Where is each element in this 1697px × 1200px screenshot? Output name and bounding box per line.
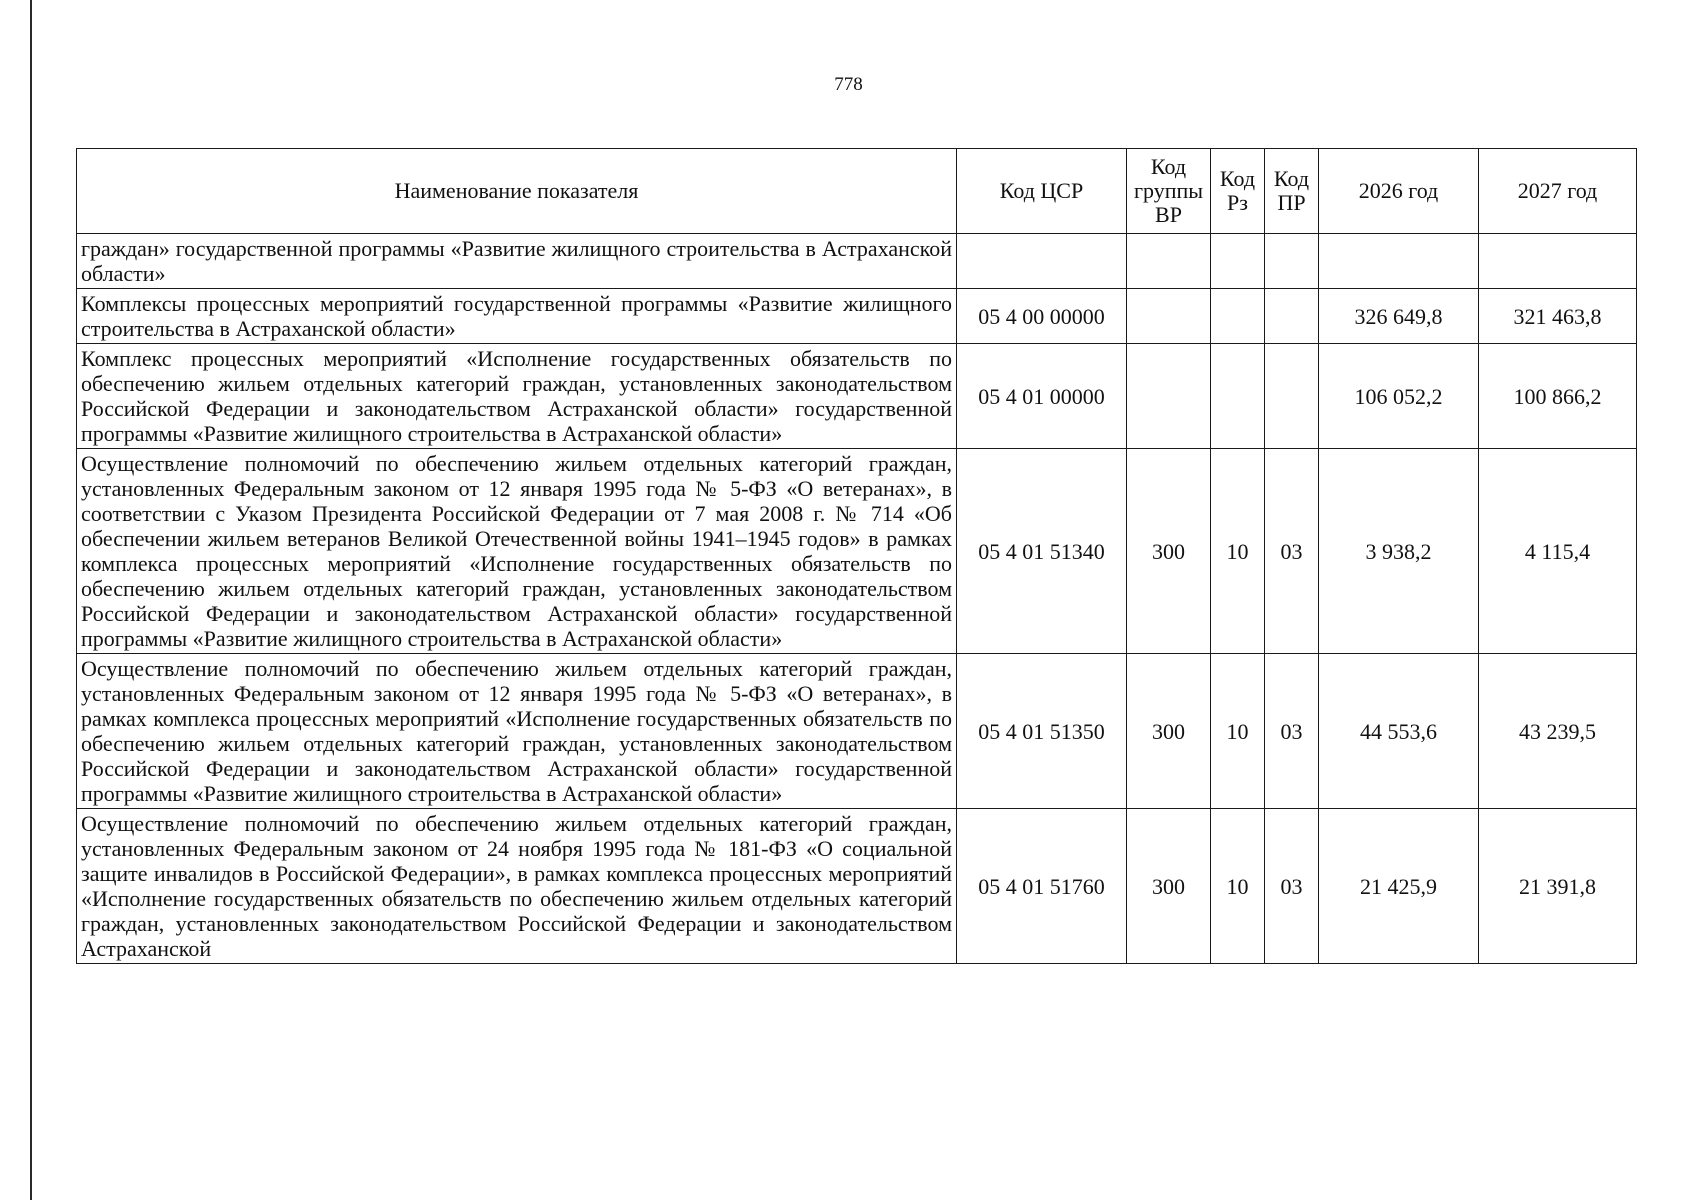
header-csr: Код ЦСР <box>957 149 1127 234</box>
row-csr: 05 4 00 00000 <box>957 289 1127 344</box>
row-name: Осуществление полномочий по обеспечению жильем отдельных категорий граждан, установленных Федеральным законом от 12 января 1995 года № 5-ФЗ «О ветеранах», в рамках комплекса процессных мероприятий «Исполнение государственных обязательств по обеспечению жильем отдельных категорий граждан, установленных законодательством Российской Федерации и законодательством Астраханской области» государственной программы «Развитие жилищного строительства в Астраханской области» <box>77 654 957 809</box>
table-row <box>77 234 1637 289</box>
row-2027: 43 239,5 <box>1479 654 1637 809</box>
row-2027: 21 391,8 <box>1479 809 1637 964</box>
row-rz <box>1211 344 1265 449</box>
row-rz: 10 <box>1211 809 1265 964</box>
row-rz: 10 <box>1211 654 1265 809</box>
row-name: Комплексы процессных мероприятий государственной программы «Развитие жилищного строительства в Астраханской области» <box>77 289 957 344</box>
row-name: Осуществление полномочий по обеспечению жильем отдельных категорий граждан, установленных Федеральным законом от 12 января 1995 года № 5-ФЗ «О ветеранах», в соответствии с Указом Президента Российской Федерации от 7 мая 2008 г. № 714 «Об обеспечении жильем ветеранов Великой Отечественной войны 1941–1945 годов» в рамках комплекса процессных мероприятий «Исполнение государственных обязательств по обеспечению жильем отдельных категорий граждан, установленных законодательством Российской Федерации и законодательством Астраханской области» государственной программы «Развитие жилищного строительства в Астраханской области» <box>77 449 957 654</box>
row-pr: 03 <box>1265 809 1319 964</box>
row-pr: 03 <box>1265 449 1319 654</box>
table-row <box>77 654 1637 809</box>
row-csr: 05 4 01 00000 <box>957 344 1127 449</box>
row-vr: 300 <box>1127 449 1211 654</box>
row-2027 <box>1479 234 1637 289</box>
row-2026: 106 052,2 <box>1319 344 1479 449</box>
row-csr: 05 4 01 51760 <box>957 809 1127 964</box>
row-vr <box>1127 289 1211 344</box>
row-pr <box>1265 289 1319 344</box>
scan-border-line <box>30 0 32 1200</box>
row-pr <box>1265 234 1319 289</box>
row-2027: 4 115,4 <box>1479 449 1637 654</box>
row-2027: 321 463,8 <box>1479 289 1637 344</box>
row-vr <box>1127 234 1211 289</box>
header-2027: 2027 год <box>1479 149 1637 234</box>
table-row <box>77 344 1637 449</box>
table-row <box>77 289 1637 344</box>
table-row <box>77 809 1637 964</box>
table-row <box>77 449 1637 654</box>
row-rz: 10 <box>1211 449 1265 654</box>
row-csr: 05 4 01 51350 <box>957 654 1127 809</box>
header-name: Наименование показателя <box>77 149 957 234</box>
header-pr: Код ПР <box>1265 149 1319 234</box>
row-vr: 300 <box>1127 809 1211 964</box>
row-vr: 300 <box>1127 654 1211 809</box>
row-2027: 100 866,2 <box>1479 344 1637 449</box>
row-csr: 05 4 01 51340 <box>957 449 1127 654</box>
row-name: граждан» государственной программы «Развитие жилищного строительства в Астраханской области» <box>77 234 957 289</box>
table-header-row <box>77 149 1637 234</box>
budget-table <box>76 148 1637 964</box>
row-2026 <box>1319 234 1479 289</box>
row-pr: 03 <box>1265 654 1319 809</box>
header-rz: Код Рз <box>1211 149 1265 234</box>
row-vr <box>1127 344 1211 449</box>
page-number: 778 <box>834 74 863 95</box>
header-2026: 2026 год <box>1319 149 1479 234</box>
row-rz <box>1211 234 1265 289</box>
row-2026: 3 938,2 <box>1319 449 1479 654</box>
row-csr <box>957 234 1127 289</box>
row-name: Осуществление полномочий по обеспечению жильем отдельных категорий граждан, установленных Федеральным законом от 24 ноября 1995 года № 181-ФЗ «О социальной защите инвалидов в Российской Федерации», в рамках комплекса процессных мероприятий «Исполнение государственных обязательств по обеспечению жильем отдельных категорий граждан, установленных законодательством Российской Федерации и законодательством Астраханской <box>77 809 957 964</box>
row-2026: 44 553,6 <box>1319 654 1479 809</box>
row-name: Комплекс процессных мероприятий «Исполнение государственных обязательств по обеспечению жильем отдельных категорий граждан, установленных законодательством Российской Федерации и законодательством Астраханской области» государственной программы «Развитие жилищного строительства в Астраханской области» <box>77 344 957 449</box>
header-vr: Код группы ВР <box>1127 149 1211 234</box>
row-2026: 21 425,9 <box>1319 809 1479 964</box>
row-pr <box>1265 344 1319 449</box>
row-2026: 326 649,8 <box>1319 289 1479 344</box>
row-rz <box>1211 289 1265 344</box>
